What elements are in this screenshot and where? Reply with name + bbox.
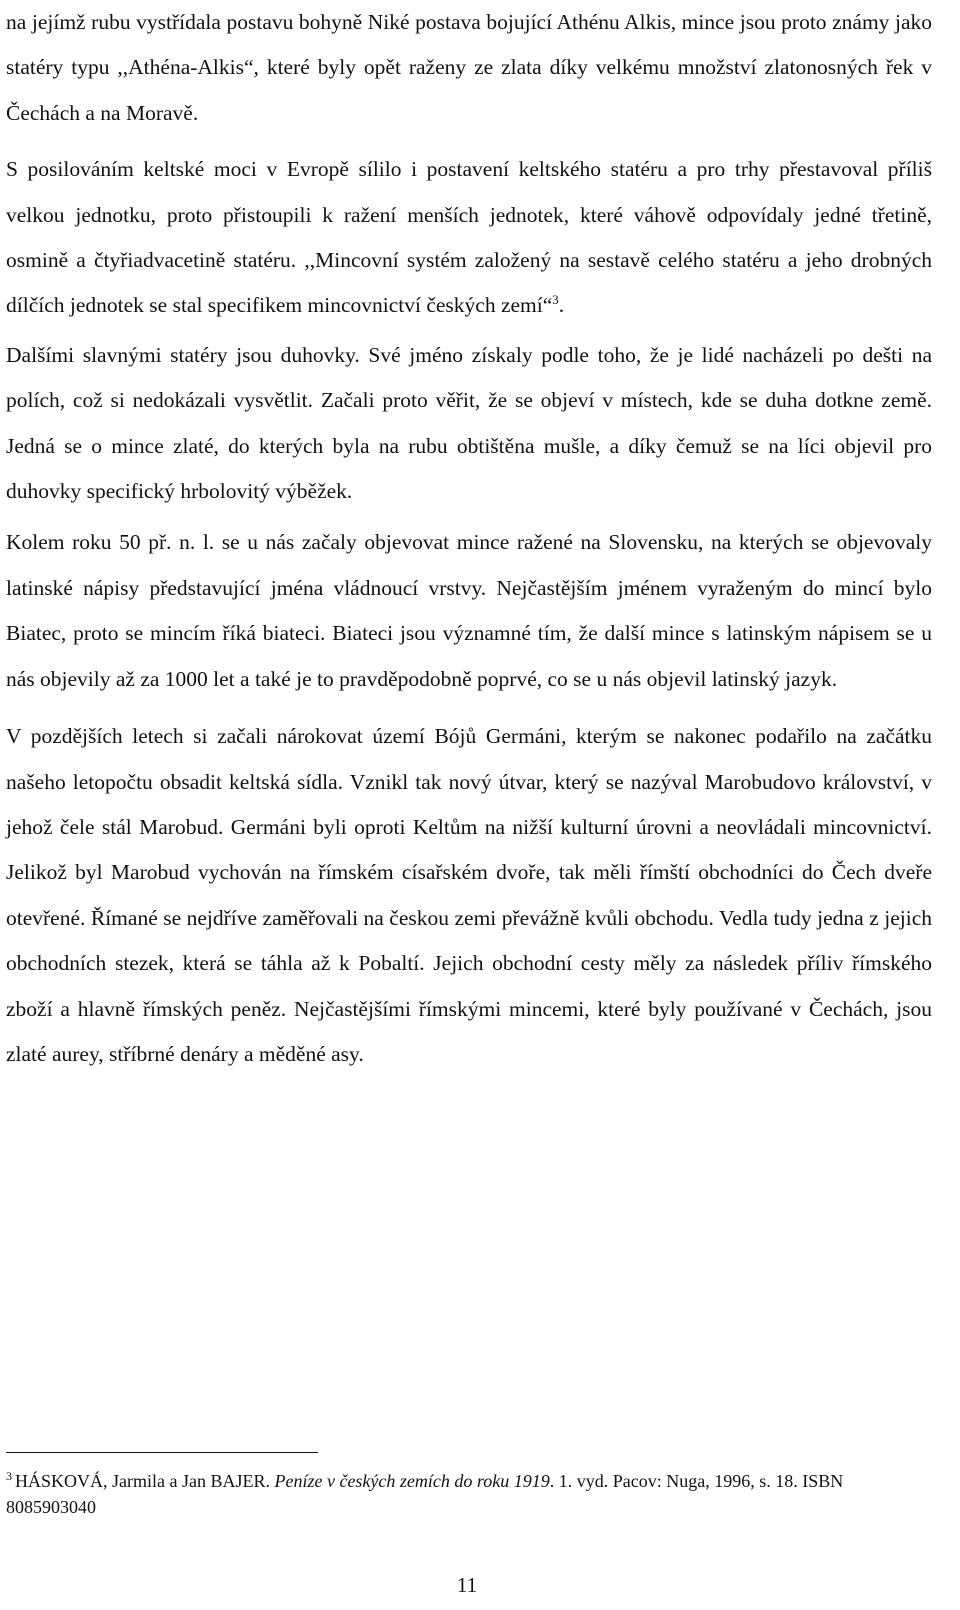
paragraph-biatec <box>6 520 932 702</box>
paragraph-athena-alkis <box>6 0 932 136</box>
footnote-title: Peníze v českých zemích do roku 1919 <box>274 1471 550 1491</box>
paragraph-celtic-stater <box>6 147 932 329</box>
footnote-separator <box>6 1452 318 1453</box>
paragraph-text: S posilováním keltské moci v Evropě sílilo i postavení keltského statéru a pro trhy přestavoval příliš velkou jednotku, proto přistoupili k ražení menších jednotek, které váhově odpovídaly jedné třetině, osmině a čtyřiadvacetině statéru. ,,Mincovní systém založený na sestavě celého statéru a jeho drobných dílčích jednotek se stal specifikem mincovnictví českých zemí“ <box>6 157 932 318</box>
footnote-reference[interactable]: 3 <box>552 292 559 308</box>
paragraph-text: V pozdějších letech si začali nárokovat území Bójů Germáni, kterým se nakonec podařilo na začátku našeho letopočtu obsadit keltská sídla. Vznikl tak nový útvar, který se nazýval Marobudovo království, v jehož čele stál Marobud. Germáni byli oproti Keltům na nižší kulturní úrovni a neovládali mincovnictví. Jelikož byl Marobud vychován na římském císařském dvoře, tak měli římští obchodníci do Čech dveře otevřené. Římané se nejdříve zaměřovali na českou zemi převážně kvůli obchodu. Vedla tudy jedna z jejich obchodních stezek, která se táhla až k Pobaltí. Jejich obchodní cesty měly za následek příliv římského zboží a hlavně římských peněz. Nejčastějšími římskými mincemi, které byly používané v Čechách, jsou zlaté aurey, stříbrné denáry a měděné asy. <box>6 724 932 1066</box>
paragraph-text: Kolem roku 50 př. n. l. se u nás začaly objevovat mince ražené na Slovensku, na kterých se objevovaly latinské nápisy představující jména vládnoucí vrstvy. Nejčastějším jménem vyraženým do mincí bylo Biatec, proto se mincím říká biateci. Biateci jsou významné tím, že další mince s latinským nápisem se u nás objevily až za 1000 let a také je to pravděpodobně poprvé, co se u nás objevil latinský jazyk. <box>6 530 932 691</box>
paragraph-text: na jejímž rubu vystřídala postavu bohyně Niké postava bojující Athénu Alkis, mince jsou proto známy jako statéry typu ,,Athéna-Alkis“, které byly opět raženy ze zlata díky velkému množství zlatonosných řek v Čechách a na Moravě. <box>6 10 932 125</box>
paragraph-text: Dalšími slavnými statéry jsou duhovky. Své jméno získaly podle toho, že je lidé nacházeli po dešti na polích, což si nedokázali vysvětlit. Začali proto věřit, že se objeví v místech, kde se duha dotkne země. Jedná se o mince zlaté, do kterých byla na rubu obtištěna mušle, a díky čemuž se na líci objevil pro duhovky specifický hrbolovitý výběžek. <box>6 342 932 504</box>
footnote-authors: HÁSKOVÁ, Jarmila a Jan BAJER. <box>15 1471 270 1491</box>
footnote-publication: . 1. vyd. Pacov: Nuga, 1996, s. 18. ISBN 8085903040 <box>6 1471 844 1517</box>
page-number: 11 <box>456 1573 478 1597</box>
paragraph-duhovky <box>6 333 932 515</box>
paragraph-marobud <box>6 714 932 1077</box>
paragraph-text-end: . <box>558 293 565 318</box>
footnote <box>6 1468 926 1520</box>
footnote-number: 3 <box>6 1469 12 1483</box>
document-body <box>6 0 932 1077</box>
